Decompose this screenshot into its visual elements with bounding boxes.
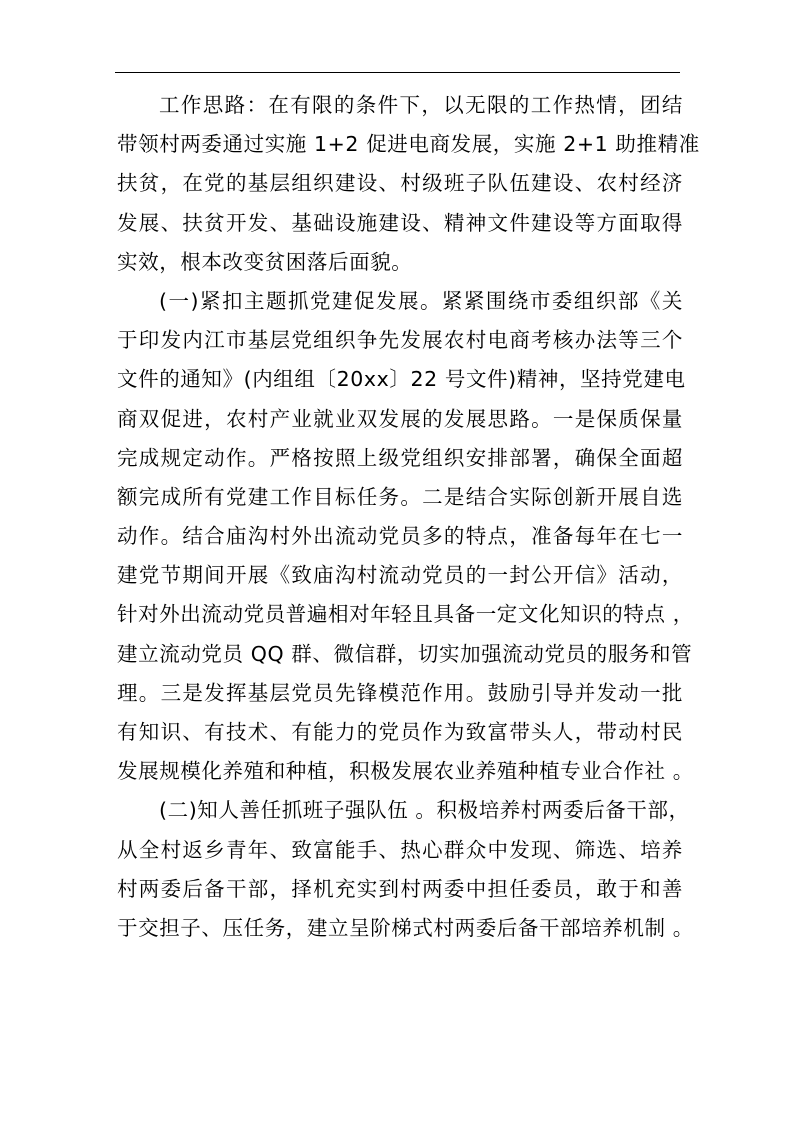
paragraph-line: 扶贫，在党的基层组织建设、村级班子队伍建设、农村经济 <box>117 171 683 196</box>
paragraph-line: (一)紧扣主题抓党建促发展。紧紧围绕市委组织部《关 <box>159 288 683 313</box>
paragraph-line: 文件的通知》(内组组〔20xx〕22 号文件)精神，坚持党建电 <box>117 367 686 392</box>
paragraph-line: 商双促进，农村产业就业双发展的发展思路。一是保质保量 <box>117 406 683 431</box>
paragraph-line: 动作。结合庙沟村外出流动党员多的特点，准备每年在七一 <box>117 524 683 549</box>
paragraph-line: 村两委后备干部，择机充实到村两委中担任委员，敢于和善 <box>117 876 683 901</box>
paragraph-line: 工作思路：在有限的条件下，以无限的工作热情，团结 <box>159 93 683 117</box>
paragraph-line: 于交担子、压任务，建立呈阶梯式村两委后备干部培养机制 。 <box>117 915 694 940</box>
body-text <box>117 86 700 948</box>
paragraph-line: 实效，根本改变贫困落后面貌。 <box>117 249 413 274</box>
paragraph-line: 建立流动党员 QQ 群、微信群，切实加强流动党员的服务和管 <box>117 641 693 666</box>
paragraph-line: 建党节期间开展《致庙沟村流动党员的一封公开信》活动， <box>117 563 683 588</box>
paragraph-line: 发展规模化养殖和种植，积极发展农业养殖种植专业合作社 。 <box>117 759 694 784</box>
paragraph-line: 有知识、有技术、有能力的党员作为致富带头人，带动村民 <box>117 720 683 744</box>
paragraph-line: 从全村返乡青年、致富能手、热心群众中发现、筛选、培养 <box>117 837 683 862</box>
paragraph-line: 带领村两委通过实施 1+2 促进电商发展，实施 2+1 助推精准 <box>117 132 700 157</box>
paragraph-line: 理。三是发挥基层党员先锋模范作用。鼓励引导并发动一批 <box>117 680 683 705</box>
paragraph-line: 额完成所有党建工作目标任务。二是结合实际创新开展自选 <box>117 484 683 509</box>
header-rule <box>115 72 680 73</box>
paragraph-line: 发展、扶贫开发、基础设施建设、精神文件建设等方面取得 <box>117 210 683 235</box>
paragraph-line: 完成规定动作。严格按照上级党组织安排部署，确保全面超 <box>117 445 683 470</box>
paragraph-line: 针对外出流动党员普遍相对年轻且具备一定文化知识的特点 ， <box>117 602 694 627</box>
paragraph-line: (二)知人善任抓班子强队伍 。积极培养村两委后备干部， <box>159 798 690 823</box>
paragraph-line: 于印发内江市基层党组织争先发展农村电商考核办法等三个 <box>117 328 683 353</box>
